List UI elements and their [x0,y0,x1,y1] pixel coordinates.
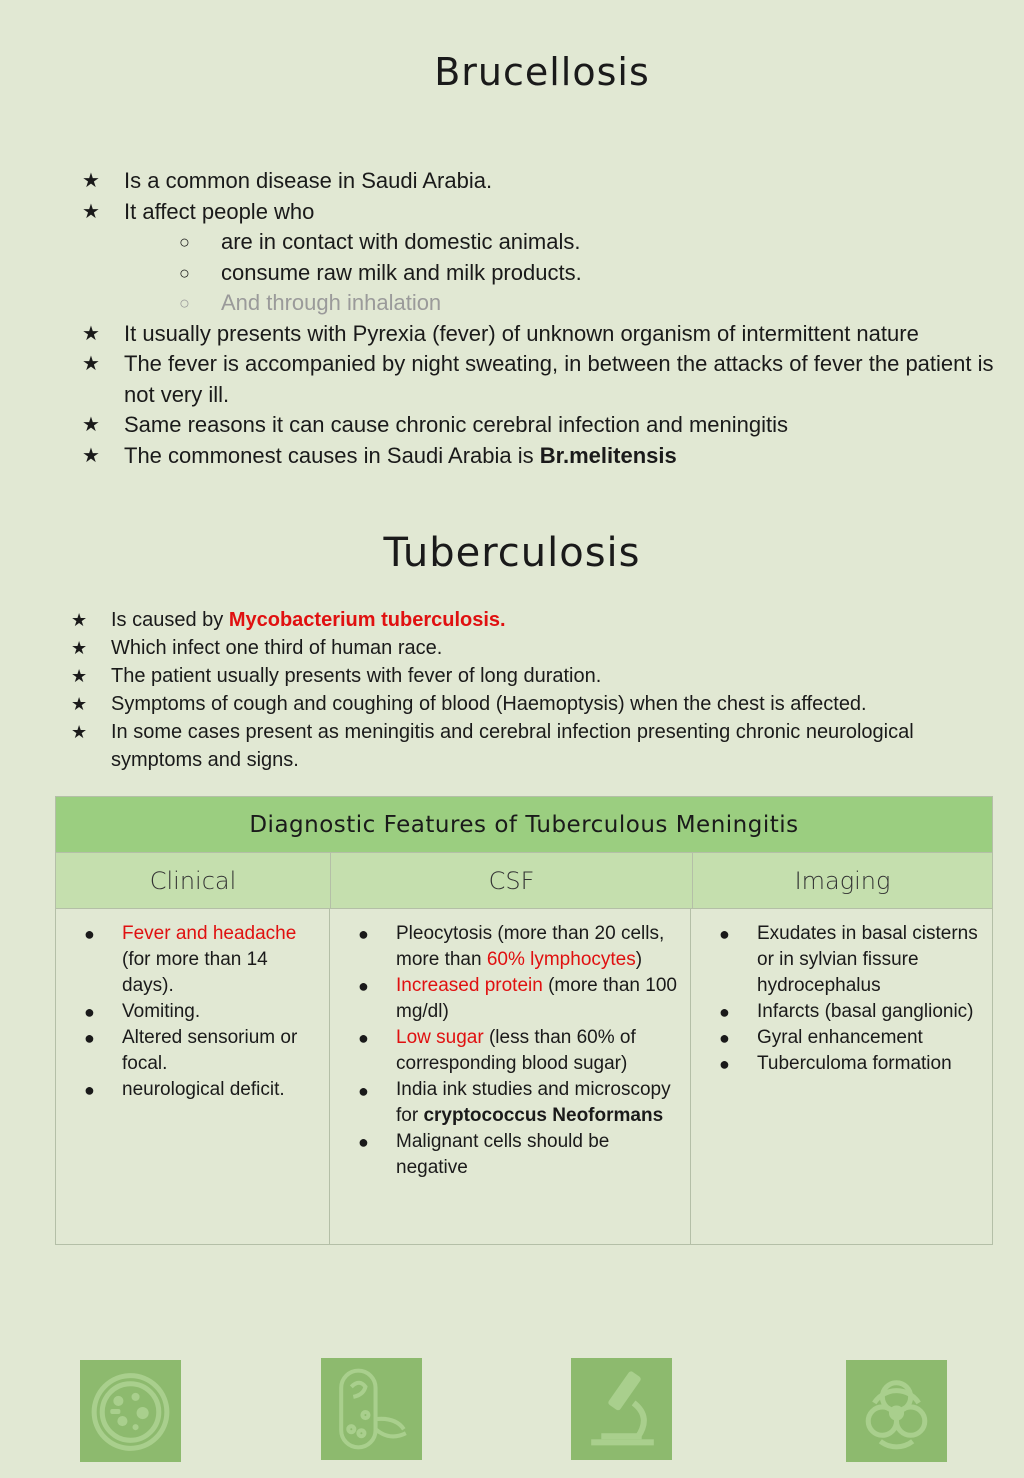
cell-icon [80,1360,181,1462]
circle-bullet-icon: ○ [179,232,190,252]
bacterium-icon [321,1358,422,1460]
star-bullet-icon: ★ [71,694,88,714]
list-item: ● India ink studies and microscopy for cryptococcus Neoformans [358,1079,671,1126]
list-item: ● Low sugar (less than 60% of corresponding blood sugar) [358,1027,636,1074]
bullet-icon: ● [719,1028,730,1048]
microscope-icon [571,1358,672,1460]
bullet-icon: ● [358,924,369,944]
sub-list-item: ○ are in contact with domestic animals. [124,227,1002,258]
list-item: ★ Which infect one third of human race. [71,634,991,662]
tuberculosis-title: Tuberculosis [383,530,641,576]
list-item: ★ The patient usually presents with fever of long duration. [71,662,991,690]
list-item: ★ It usually presents with Pyrexia (fever) of unknown organism of intermittent nature [82,319,1002,350]
bullet-icon: ● [84,924,95,944]
list-item: ● neurological deficit. [122,1077,323,1103]
bullet-icon: ● [84,1002,95,1022]
column-header-csf: CSF [331,853,693,908]
circle-bullet-icon: ○ [179,293,190,313]
star-bullet-icon: ★ [82,414,100,436]
table-body [56,909,992,1245]
brucellosis-list [82,166,1002,471]
bullet-icon: ● [358,976,369,996]
bullet-icon: ● [358,1028,369,1048]
list-item: ● Malignant cells should be negative [358,1131,610,1178]
list-item: ★ In some cases present as meningitis and cerebral infection presenting chronic neurological symptoms and signs. [71,718,991,774]
sub-list-item: ○ consume raw milk and milk products. [124,258,1002,289]
list-item: ● Altered sensorium or focal. [84,1027,298,1074]
column-header-imaging: Imaging [794,866,891,895]
star-bullet-icon: ★ [71,666,88,686]
sub-list-item: ○ And through inhalation [124,288,1002,319]
list-item: ★ Symptoms of cough and coughing of blood (Haemoptysis) when the chest is affected. [71,690,991,718]
biohazard-icon [846,1360,947,1462]
brucellosis-title: Brucellosis [434,50,650,94]
bullet-icon: ● [84,1028,95,1048]
list-item: ● Increased protein (more than 100 mg/dl) [358,975,677,1022]
bullet-icon: ● [358,1132,369,1152]
list-item: ● Pleocytosis (more than 20 cells, more than 60% lymphocytes) [358,923,665,970]
table-header-row [56,853,992,909]
column-header-clinical: Clinical [56,853,331,908]
list-item: ★ Is a common disease in Saudi Arabia. [82,166,1002,197]
bullet-icon: ● [719,924,730,944]
clinical-cell [56,909,330,1245]
circle-bullet-icon: ○ [179,262,190,283]
csf-cell [330,909,691,1245]
list-item: ★ The commonest causes in Saudi Arabia is Br.melitensis [82,441,1002,472]
list-item: ● Infarcts (basal ganglionic) [757,999,986,1025]
list-item: ● Fever and headache (for more than 14 days). [84,923,297,996]
star-bullet-icon: ★ [82,322,100,345]
list-item: ★ The fever is accompanied by night sweating, in between the attacks of fever the patient is not very ill. [82,351,994,407]
tuberculosis-list [71,606,991,774]
list-item: ★ Is caused by Mycobacterium tuberculosis. [71,606,991,634]
bullet-icon: ● [719,1002,730,1022]
bullet-icon: ● [84,1080,95,1100]
sub-list [124,227,1002,319]
imaging-cell [691,909,992,1245]
star-bullet-icon: ★ [82,444,100,467]
bullet-icon: ● [719,1054,730,1074]
list-item: ● Tuberculoma formation [757,1051,986,1077]
star-bullet-icon: ★ [71,610,88,630]
list-item: ★ Same reasons it can cause chronic cerebral infection and meningitis [82,410,1002,441]
list-item: ● Gyral enhancement [757,1025,986,1051]
star-bullet-icon: ★ [82,353,100,375]
star-bullet-icon: ★ [82,200,100,223]
bullet-icon: ● [358,1081,369,1101]
list-item: ★ It affect people who ○ are in contact with domestic animals. ○ consume raw milk and milk products. ○ And through inhalation [82,197,1002,319]
list-item: ● Vomiting. [122,999,323,1025]
star-bullet-icon: ★ [71,638,88,658]
list-item: ● Exudates in basal cisterns or in sylvian fissure hydrocephalus [719,923,978,996]
star-bullet-icon: ★ [82,170,100,192]
star-bullet-icon: ★ [71,722,88,742]
diagnostic-features-table [55,796,993,1245]
table-title: Diagnostic Features of Tuberculous Meningitis [56,797,992,853]
